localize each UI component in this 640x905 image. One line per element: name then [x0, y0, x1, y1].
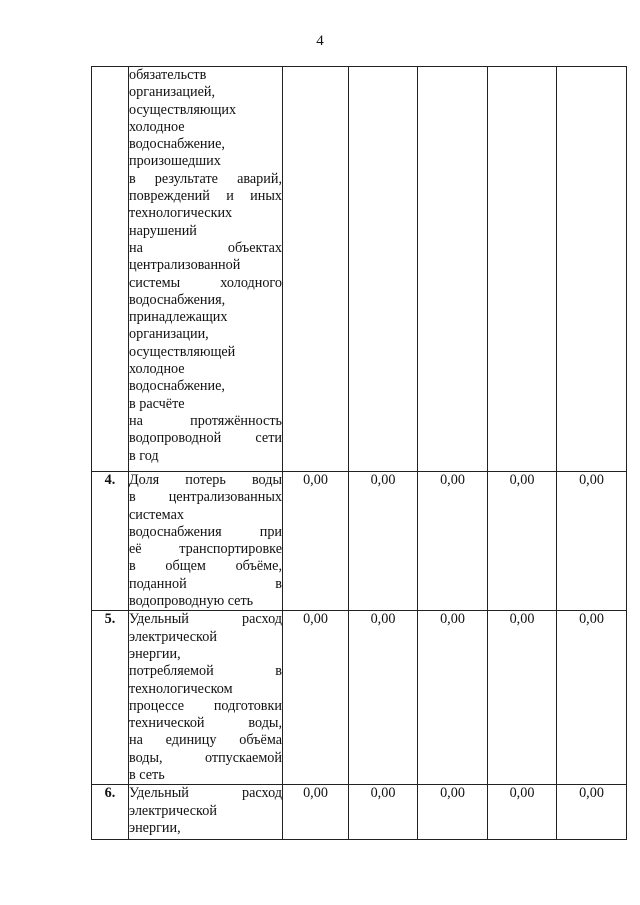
value-cell: 0,00	[418, 785, 488, 840]
description-line: технологических	[129, 205, 233, 222]
description-line: энергии,	[129, 819, 181, 836]
description-line: на протяжённость	[129, 412, 282, 429]
value-cell: 0,00	[418, 472, 488, 611]
value-cell	[418, 67, 488, 472]
value-cell: 0,00	[283, 472, 349, 611]
value-cell: 0,00	[418, 611, 488, 785]
table-row	[92, 611, 627, 785]
description-line: водопроводной сети	[129, 430, 282, 447]
description-line: централизованной	[129, 257, 241, 274]
description-line: Доля потерь воды	[129, 472, 282, 488]
description-line: в централизованных	[129, 489, 282, 506]
description-line: воды, отпускаемой	[129, 749, 282, 766]
description-line: произошедших	[129, 153, 221, 170]
description-line: водопроводную сеть	[129, 593, 254, 610]
row-number: 5.	[92, 611, 129, 785]
description-line: Удельный расход	[129, 785, 282, 802]
table-row	[92, 785, 627, 840]
description-line: водоснабжение,	[129, 136, 225, 153]
value-cell: 0,00	[488, 785, 557, 840]
description-line: на объектах	[129, 239, 282, 256]
description-line: процессе подготовки	[129, 697, 282, 714]
indicator-description	[129, 67, 283, 472]
description-line: повреждений и иных	[129, 188, 282, 205]
row-number	[92, 67, 129, 472]
description-line: водоснабжения при	[129, 523, 282, 540]
description-line: системы холодного	[129, 274, 282, 291]
description-line: на единицу объёма	[129, 732, 282, 749]
description-line: в результате аварий,	[129, 170, 282, 187]
indicator-description	[129, 611, 283, 785]
description-line: организацией,	[129, 84, 216, 101]
row-number: 6.	[92, 785, 129, 840]
indicator-description	[129, 472, 283, 611]
description-line: в расчёте	[129, 395, 185, 412]
table-row	[92, 472, 627, 611]
value-cell: 0,00	[557, 611, 627, 785]
row-number: 4.	[92, 472, 129, 611]
description-line: водоснабжения,	[129, 291, 226, 308]
table-body	[92, 67, 627, 840]
description-line: осуществляющих	[129, 101, 237, 118]
description-line: холодное	[129, 361, 185, 378]
value-cell: 0,00	[488, 611, 557, 785]
description-line: водоснабжение,	[129, 378, 225, 395]
description-line: технологическом	[129, 680, 233, 697]
indicators-table	[91, 66, 627, 840]
value-cell: 0,00	[349, 785, 418, 840]
value-cell: 0,00	[349, 472, 418, 611]
value-cell: 0,00	[488, 472, 557, 611]
description-line: электрической	[129, 802, 217, 819]
description-line: энергии,	[129, 645, 181, 662]
description-line: поданной в	[129, 575, 282, 592]
description-line: принадлежащих	[129, 309, 228, 326]
value-cell: 0,00	[283, 785, 349, 840]
value-cell: 0,00	[557, 785, 627, 840]
value-cell	[283, 67, 349, 472]
description-line: системах	[129, 506, 184, 523]
description-line: в общем объёме,	[129, 558, 282, 575]
value-cell: 0,00	[283, 611, 349, 785]
value-cell: 0,00	[557, 472, 627, 611]
description-line: в год	[129, 447, 159, 464]
description-line: холодное	[129, 118, 185, 135]
value-cell	[349, 67, 418, 472]
description-line: в сеть	[129, 767, 165, 784]
description-line: потребляемой в	[129, 663, 282, 680]
value-cell	[488, 67, 557, 472]
indicator-description	[129, 785, 283, 840]
table-row	[92, 67, 627, 472]
description-line: осуществляющей	[129, 343, 236, 360]
value-cell	[557, 67, 627, 472]
description-line: электрической	[129, 628, 217, 645]
description-line: технической воды,	[129, 715, 282, 732]
page-number: 4	[316, 33, 324, 49]
description-line: обязательств	[129, 67, 207, 83]
description-line: её транспортировке	[129, 541, 282, 558]
value-cell: 0,00	[349, 611, 418, 785]
description-line: нарушений	[129, 222, 197, 239]
description-line: организации,	[129, 326, 209, 343]
description-line: Удельный расход	[129, 611, 282, 628]
